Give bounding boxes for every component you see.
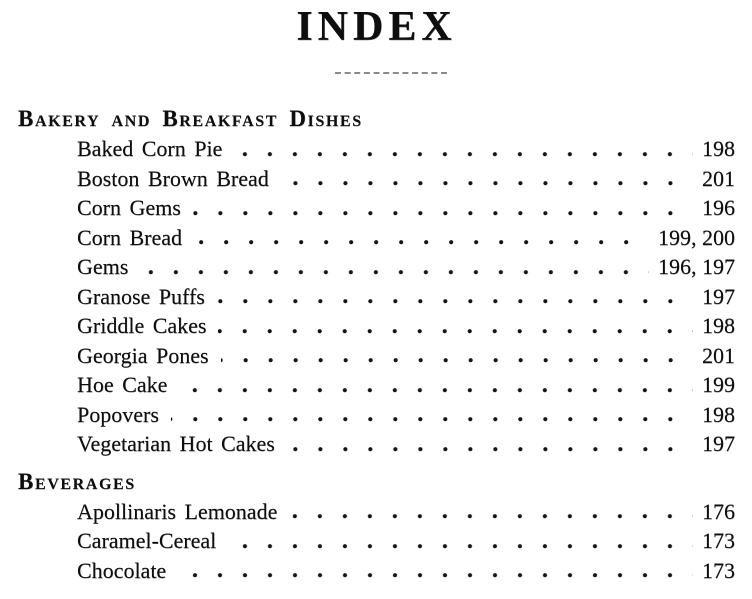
dot-leader [179, 388, 693, 393]
index-entry-row [18, 223, 735, 253]
entry-page-numbers: 198 [702, 401, 735, 427]
entry-name: Griddle Cakes [77, 313, 207, 338]
index-section [18, 104, 735, 459]
section-entries [18, 497, 735, 586]
entry-name: Chocolate [77, 557, 167, 583]
index-entry-row [18, 556, 735, 586]
section-heading: Beverages [18, 468, 136, 494]
entry-page-numbers: 173 [702, 557, 735, 583]
entry-name: Corn Gems [77, 195, 181, 220]
entry-name: Hoe Cake [77, 372, 168, 397]
entry-page-numbers: 176 [702, 498, 735, 524]
dot-leader [228, 544, 693, 549]
dot-leader [234, 152, 693, 157]
index-entry-row [18, 193, 735, 223]
index-entry-row [18, 164, 735, 194]
entry-name: Popovers [77, 401, 159, 427]
index-entry-row [18, 526, 735, 556]
index-entry-row [18, 252, 735, 282]
dot-leader [178, 573, 693, 578]
dot-leader [217, 299, 693, 304]
dot-leader [140, 270, 649, 275]
index-sections [18, 104, 735, 585]
entry-page-numbers: 199 [702, 372, 735, 397]
dot-leader [281, 181, 693, 186]
entry-name: Corn Bread [77, 224, 183, 250]
index-entry-row [18, 497, 735, 527]
entry-name: Granose Puffs [77, 283, 205, 309]
index-section [18, 467, 735, 586]
entry-page-numbers: 198 [702, 136, 735, 161]
entry-page-numbers: 173 [702, 528, 735, 553]
dot-leader [287, 447, 693, 452]
dot-leader [218, 329, 693, 334]
entry-name: Caramel-Cereal [77, 528, 217, 553]
entry-page-numbers: 198 [702, 313, 735, 338]
index-entry-row [18, 134, 735, 164]
entry-page-numbers: 196 [702, 195, 735, 220]
entry-name: Georgia Pones [77, 342, 209, 368]
dot-leader [194, 240, 649, 245]
section-entries [18, 134, 735, 459]
entry-page-numbers: 201 [702, 342, 735, 368]
index-entry-row [18, 311, 735, 341]
index-entry-row [18, 400, 735, 430]
entry-page-numbers: 199, 200 [658, 224, 735, 250]
index-entry-row [18, 370, 735, 400]
index-entry-row [18, 341, 735, 371]
dot-leader [193, 211, 693, 216]
page-title: INDEX [296, 4, 457, 50]
entry-name: Gems [77, 254, 129, 279]
entry-page-numbers: 197 [702, 431, 735, 456]
dot-leader [171, 417, 693, 422]
entry-page-numbers: 201 [702, 165, 735, 191]
index-entry-row [18, 429, 735, 459]
entry-name: Vegetarian Hot Cakes [77, 431, 275, 456]
entry-name: Boston Brown Bread [77, 165, 269, 191]
index-entry-row [18, 282, 735, 312]
dot-leader [289, 514, 693, 519]
section-heading: Bakery and Breakfast Dishes [18, 106, 363, 131]
entry-page-numbers: 197 [702, 283, 735, 309]
entry-page-numbers: 196, 197 [658, 254, 735, 279]
title-divider [335, 72, 447, 74]
entry-name: Baked Corn Pie [77, 136, 223, 161]
dot-leader [221, 358, 693, 363]
entry-name: Apollinaris Lemonade [77, 498, 278, 524]
